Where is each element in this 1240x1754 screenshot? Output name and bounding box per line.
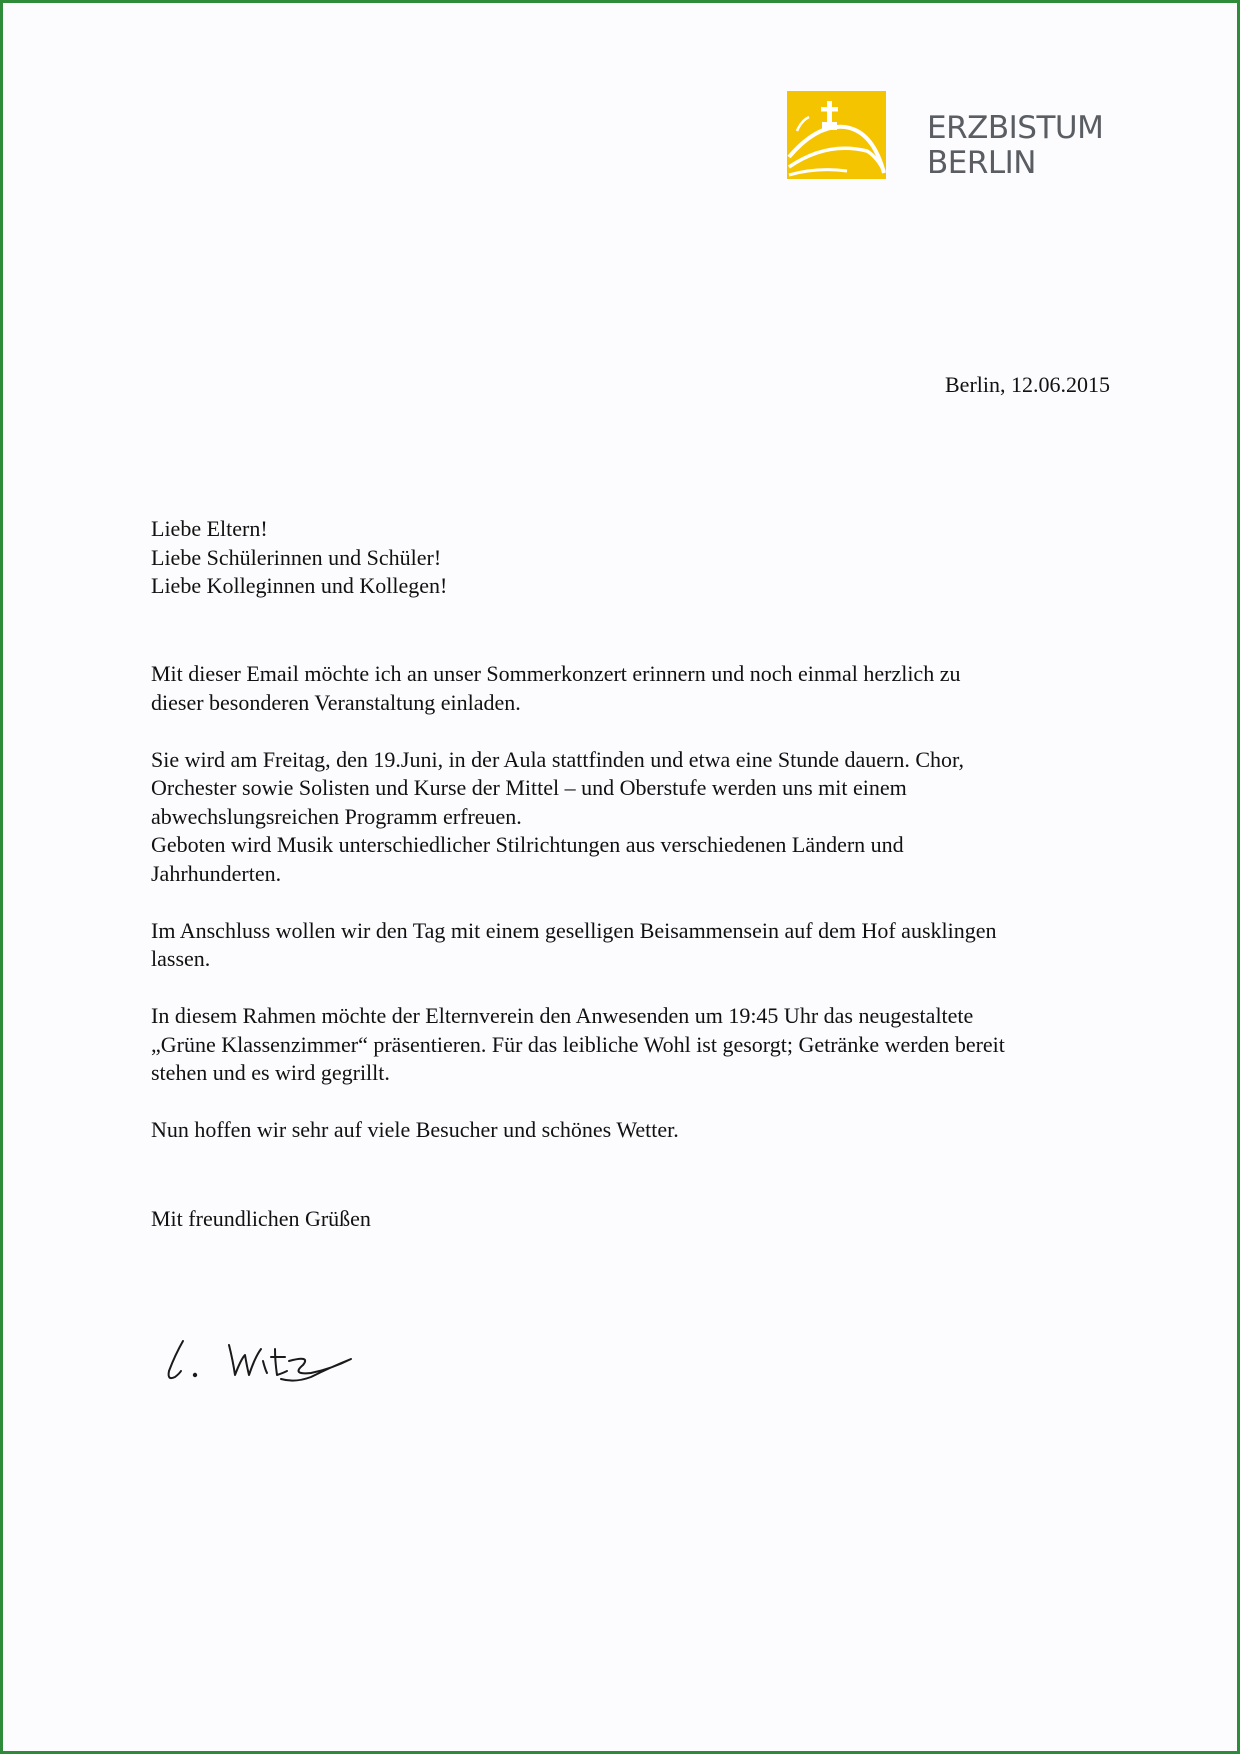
logo (787, 91, 1127, 181)
paragraph (151, 1002, 1141, 1088)
paragraph-line: Mit dieser Email möchte ich an unser Sommerkonzert erinnern und noch einmal herzlich zu (151, 661, 961, 686)
cathedral-dome-icon (787, 91, 886, 179)
paragraph-line: Orchester sowie Solisten und Kurse der Mittel – und Oberstufe werden uns mit einem (151, 775, 907, 800)
paragraph-line: Sie wird am Freitag, den 19.Juni, in der Aula stattfinden und etwa eine Stunde dauern. Chor, (151, 746, 964, 772)
paragraph-line: Jahrhunderten. (151, 860, 282, 886)
logo-line-2: BERLIN (927, 145, 1036, 181)
paragraph-line: dieser besonderen Veranstaltung einladen. (151, 689, 521, 715)
paragraph (151, 746, 1141, 889)
paragraph-line: In diesem Rahmen möchte der Elternverein den Anwesenden um 19:45 Uhr das neugestaltete (151, 1003, 974, 1028)
letter-date: Berlin, 12.06.2015 (945, 372, 1110, 397)
salutation-line: Liebe Schülerinnen und Schüler! (151, 544, 442, 570)
paragraph (151, 660, 1141, 717)
paragraph-line: abwechslungsreichen Programm erfreuen. (151, 803, 522, 829)
paragraph (151, 917, 1141, 974)
paragraph-line: stehen und es wird gegrillt. (151, 1060, 390, 1085)
salutation-block (151, 515, 447, 601)
paragraph (151, 1116, 1141, 1145)
letter-body (151, 660, 1141, 1173)
paragraph-line: „Grüne Klassenzimmer“ präsentieren. Für das leibliche Wohl ist gesorgt; Getränke werden bereit (151, 1031, 1005, 1057)
paragraph-line: lassen. (151, 946, 211, 971)
paragraph-line: Im Anschluss wollen wir den Tag mit einem geselligen Beisammensein auf dem Hof ausklingen (151, 917, 997, 943)
logo-wordmark (927, 111, 1103, 181)
salutation-line: Liebe Kolleginnen und Kollegen! (151, 573, 448, 598)
salutation-line: Liebe Eltern! (151, 516, 268, 541)
handwritten-signature (161, 1331, 366, 1387)
closing-line: Mit freundlichen Grüßen (151, 1206, 371, 1231)
paragraph-line: Nun hoffen wir sehr auf viele Besucher und schönes Wetter. (151, 1117, 679, 1142)
logo-line-1: ERZBISTUM (927, 110, 1104, 146)
paragraph-line: Geboten wird Musik unterschiedlicher Stilrichtungen aus verschiedenen Ländern und (151, 832, 904, 857)
